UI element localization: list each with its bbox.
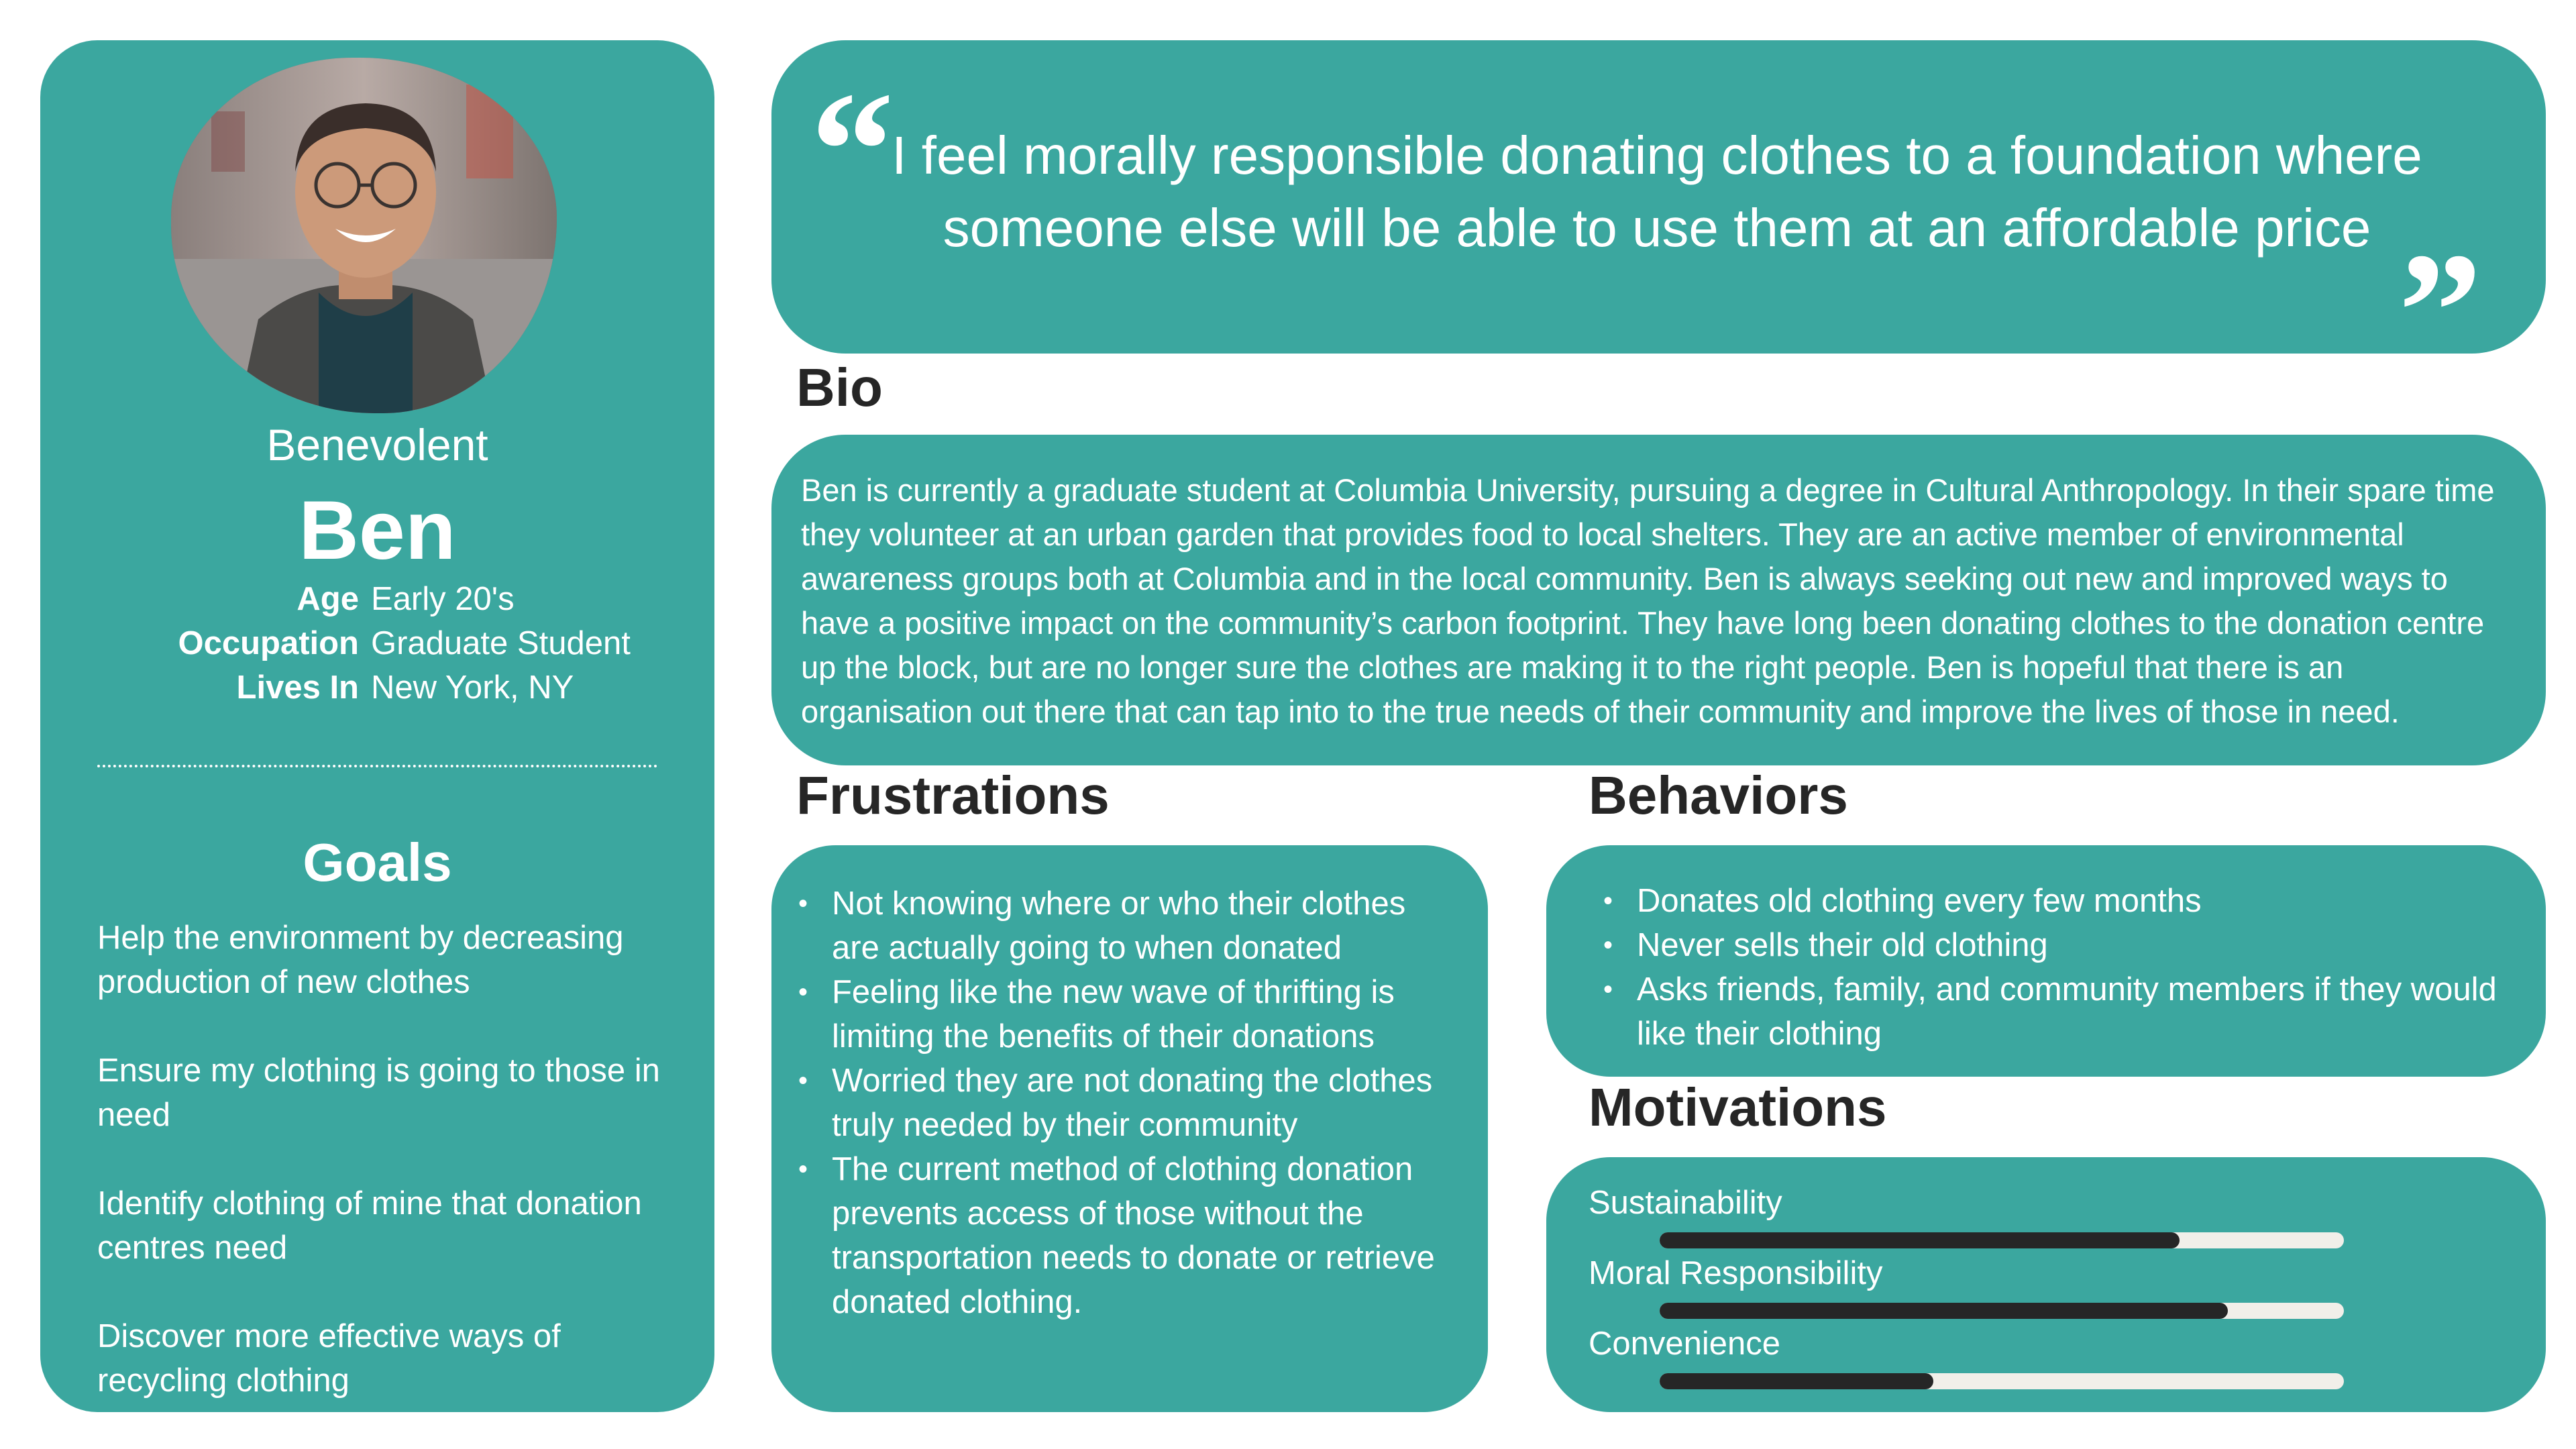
list-item xyxy=(832,881,1456,970)
list-item xyxy=(832,970,1456,1059)
behaviors-card xyxy=(1546,845,2546,1077)
goal-item: Discover more effective ways of recycling clothing xyxy=(97,1318,561,1399)
detail-row-location xyxy=(40,665,714,710)
motivation-label: Moral Responsibility xyxy=(1589,1255,1883,1291)
detail-value: New York, NY xyxy=(371,669,574,706)
frustration-text: • Worried they are not donating the clothes truly needed by their community xyxy=(832,1063,1433,1143)
frustrations-heading: Frustrations xyxy=(796,765,1110,825)
detail-key: Lives In xyxy=(236,669,359,706)
motivation-convenience xyxy=(1589,1324,2528,1364)
detail-row-age xyxy=(40,577,714,621)
detail-key: Age xyxy=(297,581,359,617)
detail-value: Early 20's xyxy=(371,581,515,617)
motivations-heading: Motivations xyxy=(1589,1077,1887,1137)
goals-list xyxy=(97,916,674,1447)
open-quote-icon: “ xyxy=(810,58,894,244)
goal-item: Identify clothing of mine that donation centres need xyxy=(97,1185,642,1266)
person-photo-icon xyxy=(171,58,557,413)
frustration-text: • The current method of clothing donation prevents access of those without the transportation needs to donate or retrieve donated clothing. xyxy=(832,1151,1435,1320)
persona-details xyxy=(40,577,714,710)
list-item xyxy=(1637,879,2509,923)
frustration-text: • Feeling like the new wave of thrifting is limiting the benefits of their donations xyxy=(832,974,1395,1055)
profile-card xyxy=(40,40,714,1412)
list-item xyxy=(832,1147,1456,1324)
frustrations-card xyxy=(771,845,1488,1412)
motivation-bar-track xyxy=(1660,1373,2344,1389)
detail-value: Graduate Student xyxy=(371,625,631,661)
motivation-bar-track xyxy=(1660,1303,2344,1319)
close-quote-icon: ” xyxy=(2398,219,2482,405)
behavior-text: • Asks friends, family, and community members if they would like their clothing xyxy=(1637,971,2497,1052)
persona-name: Ben xyxy=(299,484,456,577)
detail-row-occupation xyxy=(40,621,714,665)
goal-item: Ensure my clothing is going to those in need xyxy=(97,1053,660,1133)
behavior-text: • Donates old clothing every few months xyxy=(1637,883,2202,919)
list-item xyxy=(832,1059,1456,1147)
avatar xyxy=(171,58,557,413)
motivation-label: Convenience xyxy=(1589,1326,1781,1362)
motivation-bar-track xyxy=(1660,1232,2344,1248)
persona-descriptor: Benevolent xyxy=(266,420,488,470)
motivation-label: Sustainability xyxy=(1589,1185,1782,1221)
behaviors-heading: Behaviors xyxy=(1589,765,1848,825)
frustrations-list xyxy=(832,881,1456,1324)
motivation-moral-responsibility xyxy=(1589,1253,2528,1293)
dotted-divider xyxy=(97,765,657,767)
goals-heading: Goals xyxy=(303,833,452,892)
bio-text: Ben is currently a graduate student at Columbia University, pursuing a degree in Cultural Anthropology. In their spare time they volunteer at an urban garden that provides food to local shelters. They are an active member of environmental awareness groups both at Columbia and in the local community. Ben is always seeking out new and improved ways to have a positive impact on the community’s carbon footprint. They have long been donating clothes to the donation centre up the block, but are no longer sure the clothes are making it to the right people. Ben is hopeful that there is an organisation out there that can tap into to the true needs of their community and improve the lives of those in need. xyxy=(801,472,2495,729)
list-item xyxy=(1637,923,2509,967)
list-item xyxy=(1637,967,2509,1056)
behaviors-list xyxy=(1637,879,2509,1056)
behavior-text: • Never sells their old clothing xyxy=(1637,927,2048,963)
bio-heading: Bio xyxy=(796,358,883,417)
quote-text: I feel morally responsible donating clothes to a foundation where someone else will be able to use them at an affordable price xyxy=(892,125,2422,258)
motivation-bar-fill xyxy=(1660,1303,2228,1319)
frustration-text: • Not knowing where or who their clothes are actually going to when donated xyxy=(832,885,1406,966)
motivations-card xyxy=(1546,1157,2546,1412)
detail-key: Occupation xyxy=(178,625,359,661)
bio-card xyxy=(771,435,2546,765)
motivation-bar-fill xyxy=(1660,1373,1933,1389)
motivation-sustainability xyxy=(1589,1183,2528,1223)
goal-item: Help the environment by decreasing production of new clothes xyxy=(97,920,624,1000)
motivation-bar-fill xyxy=(1660,1232,2180,1248)
